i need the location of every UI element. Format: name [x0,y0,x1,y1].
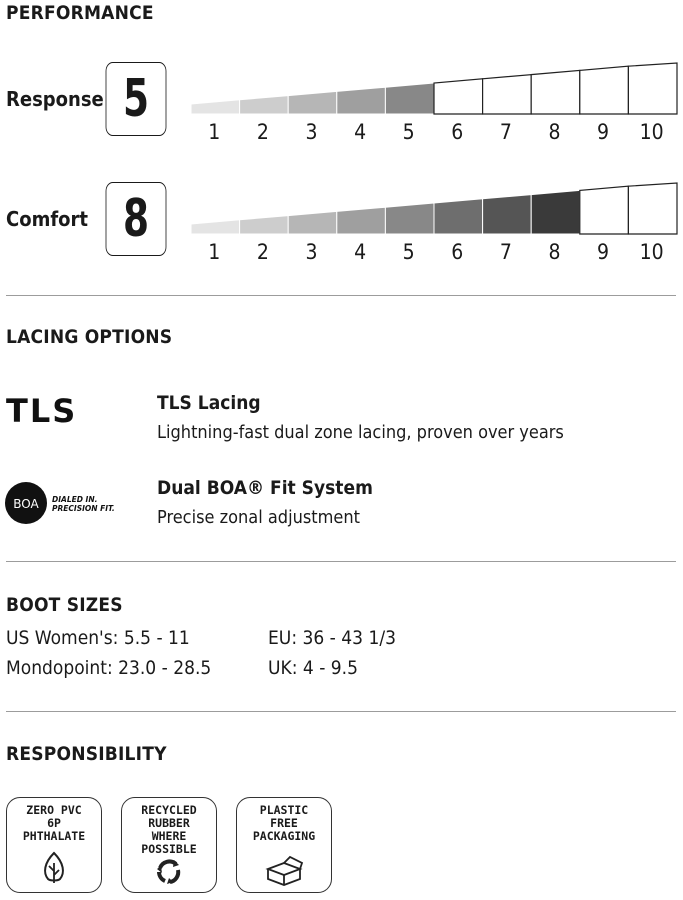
scale-tick: 2 [256,240,269,264]
svg-text:BOA: BOA [13,497,39,511]
scale-segment-filled [240,216,289,234]
scale-tick: 3 [305,120,318,144]
boa-fit-system-description: Precise zonal adjustment [157,507,360,528]
scale-segment-filled [240,96,289,114]
leaf-icon [39,851,69,887]
boot-sizes-heading: BOOT SIZES [6,594,123,616]
response-label: Response [6,87,104,111]
scale-segment-filled [288,91,337,114]
boa-fit-system-title: Dual BOA® Fit System [157,477,373,499]
scale-tick: 4 [354,120,367,144]
comfort-scale-ticks [190,240,683,264]
scale-segment-filled [434,199,483,234]
tls-lacing-title: TLS Lacing [157,392,261,414]
scale-tick: 10 [639,120,664,144]
size-uk: UK: 4 - 9.5 [268,657,358,679]
badge-text: RECYCLED RUBBER WHERE POSSIBLE [141,803,197,856]
scale-segment-filled [337,87,386,114]
scale-tick: 6 [451,240,464,264]
boa-logo [4,479,124,527]
scale-segment-empty [580,66,629,114]
scale-tick: 7 [499,240,512,264]
scale-tick: 5 [402,120,415,144]
svg-text:DIALED IN.: DIALED IN. [52,495,98,504]
scale-segment-empty [628,183,677,234]
scale-segment-empty [483,75,532,114]
section-divider [6,295,676,296]
badge-zero-pvc [6,797,102,893]
scale-segment-empty [580,186,629,234]
comfort-label: Comfort [6,207,88,231]
scale-segment-empty [434,79,483,114]
svg-text:PRECISION FIT.: PRECISION FIT. [52,504,115,513]
scale-tick: 6 [451,120,464,144]
response-scale [190,62,683,116]
scale-segment-filled [288,211,337,234]
size-us-womens: US Women's: 5.5 - 11 [6,627,190,649]
badge-plastic-free [236,797,332,893]
scale-segment-filled [483,195,532,234]
comfort-value-box: 8 [106,182,167,256]
response-scale-ticks [190,120,683,144]
scale-segment-filled [385,83,434,114]
section-divider [6,561,676,562]
scale-tick: 5 [402,240,415,264]
badge-text: ZERO PVC 6P PHTHALATE [22,803,86,843]
box-icon [264,855,304,887]
scale-segment-filled [191,220,240,234]
comfort-rating [6,182,676,294]
badge-recycled-rubber [121,797,217,893]
response-rating [6,62,676,174]
lacing-heading: LACING OPTIONS [6,326,173,348]
section-divider [6,711,676,712]
scale-tick: 10 [639,240,664,264]
size-mondopoint: Mondopoint: 23.0 - 28.5 [6,657,212,679]
scale-segment-empty [531,70,580,114]
scale-tick: 7 [499,120,512,144]
scale-tick: 8 [548,240,561,264]
comfort-scale [190,182,683,236]
scale-segment-filled [531,190,580,234]
tls-logo [6,394,96,426]
badge-text: PLASTIC FREE PACKAGING [252,803,316,843]
scale-tick: 8 [548,120,561,144]
scale-tick: 1 [208,240,221,264]
scale-tick: 4 [354,240,367,264]
scale-tick: 3 [305,240,318,264]
recycle-icon [154,857,184,887]
scale-tick: 9 [597,240,610,264]
response-value-box: 5 [106,62,167,136]
size-eu: EU: 36 - 43 1/3 [268,627,396,649]
scale-segment-filled [385,203,434,234]
scale-segment-filled [191,100,240,114]
scale-segment-empty [628,63,677,114]
scale-tick: 9 [597,120,610,144]
scale-tick: 1 [208,120,221,144]
tls-lacing-description: Lightning-fast dual zone lacing, proven over years [157,422,564,443]
performance-heading: PERFORMANCE [6,2,154,24]
scale-segment-filled [337,207,386,234]
svg-text:TLS: TLS [6,394,78,426]
responsibility-heading: RESPONSIBILITY [6,743,167,765]
scale-tick: 2 [256,120,269,144]
